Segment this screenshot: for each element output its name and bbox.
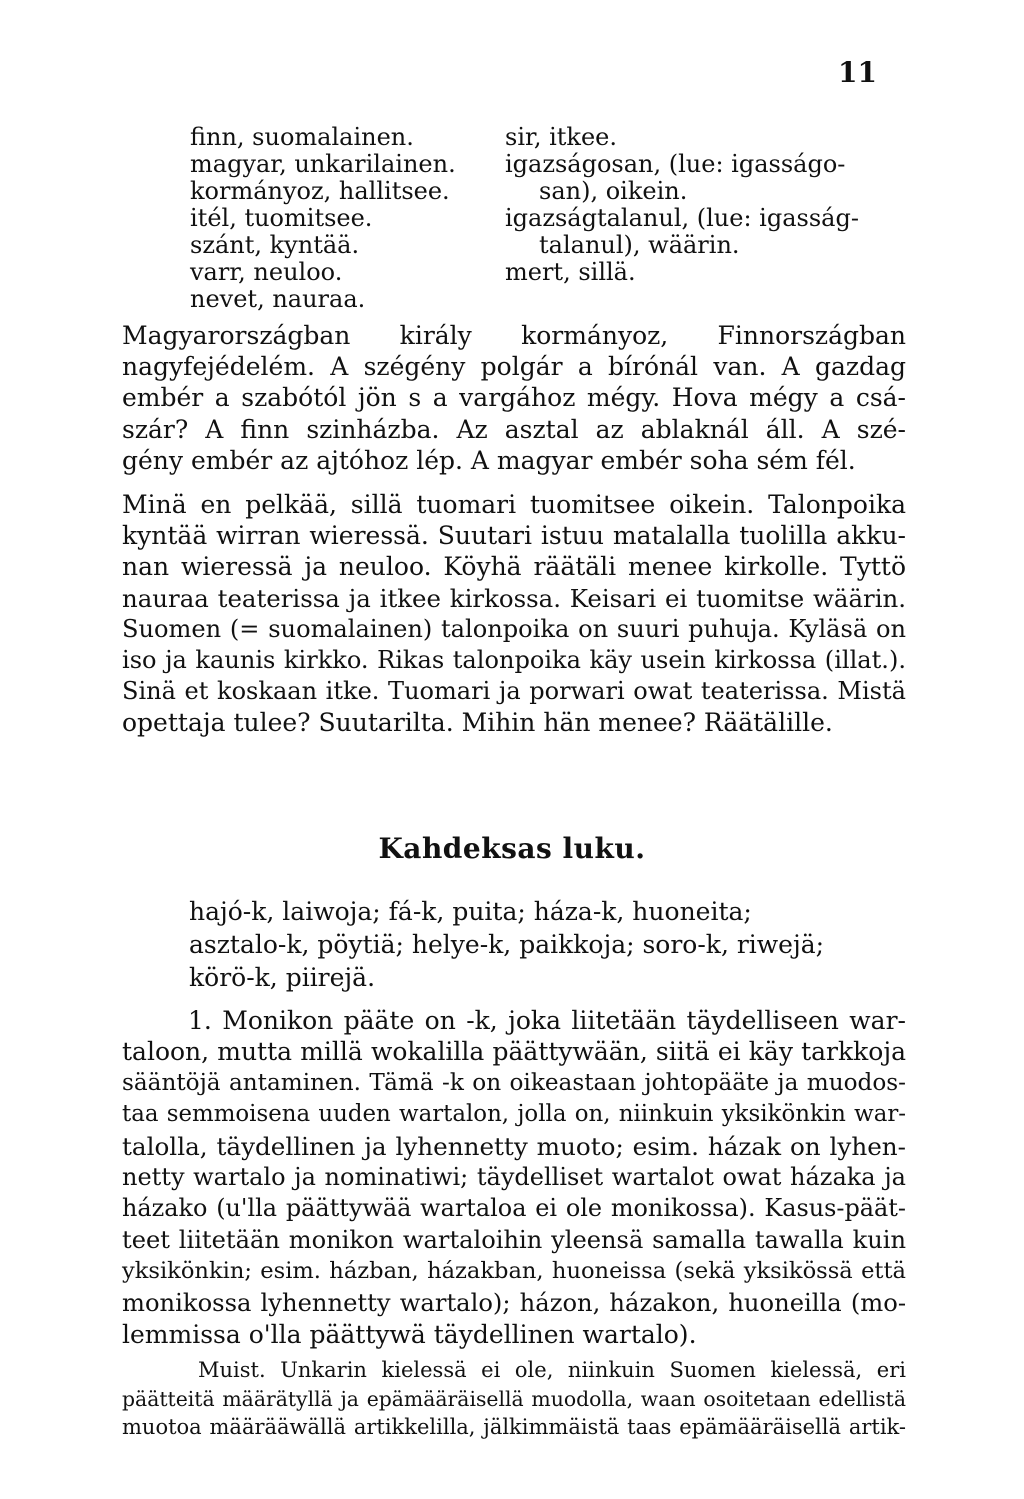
text-line: monikossa lyhennetty wartalo); házon, házakon, huoneilla (mo-: [122, 1288, 906, 1317]
text-line: taloon, mutta millä wokalilla päättywään, siitä ei käy tarkkoja: [122, 1037, 906, 1067]
text-line: embér a szabótól jön s a vargához mégy. Hova mégy a csá-: [122, 383, 906, 413]
vocab-entry: varr, neuloo.: [190, 258, 343, 286]
vocab-entry: mert, sillä.: [505, 258, 636, 286]
text-line: Muist. Unkarin kielessä ei ole, niinkuin Suomen kielessä, eri: [198, 1358, 906, 1382]
vocab-entry: nevet, nauraa.: [190, 285, 366, 313]
text-line: nan wieressä ja neuloo. Köyhä räätäli menee kirkolle. Tyttö: [122, 552, 906, 582]
text-line: Suomen (= suomalainen) talonpoika on suuri puhuja. Kyläsä on: [122, 614, 906, 643]
vocab-entry-continuation: san), oikein.: [539, 177, 688, 205]
vocab-entry: kormányoz, hallitsee.: [190, 177, 450, 205]
section-heading: Kahdeksas luku.: [378, 832, 646, 865]
example-line: körö-k, piirejä.: [189, 963, 376, 992]
vocab-entry: sir, itkee.: [505, 123, 617, 151]
example-line: hajó-k, laiwoja; fá-k, puita; háza-k, huoneita;: [189, 897, 752, 926]
vocabulary-list: [190, 124, 930, 313]
page-number: 11: [838, 56, 877, 89]
vocab-entry: magyar, unkarilainen.: [190, 150, 456, 178]
vocab-entry: finn, suomalainen.: [190, 123, 414, 151]
hungarian-exercise-paragraph: [122, 320, 906, 476]
text-line: Minä en pelkää, sillä tuomari tuomitsee oikein. Talonpoika: [122, 490, 906, 519]
text-line: talolla, täydellinen ja lyhennetty muoto; esim. házak on lyhen-: [122, 1131, 906, 1161]
text-line: muotoa määrääwällä artikkelilla, jälkimmäistä taas epämääräisellä artik-: [122, 1415, 906, 1439]
vocab-entry: igazságtalanul, (lue: igasság-: [505, 204, 859, 232]
note-paragraph: [122, 1356, 906, 1442]
vocabulary-column-right: [505, 124, 930, 313]
finnish-exercise-paragraph: [122, 489, 906, 739]
text-line: teet liitetään monikon wartaloihin yleensä samalla tawalla kuin: [122, 1225, 906, 1254]
text-line: nagyfejédelém. A szégény polgár a bírónál van. A gazdag: [122, 352, 906, 382]
vocab-entry: szánt, kyntää.: [190, 231, 360, 259]
text-line: szár? A finn szinházba. Az asztal az ablaknál áll. A szé-: [122, 414, 906, 444]
text-line: opettaja tulee? Suutarilta. Mihin hän menee? Räätälille.: [122, 708, 833, 738]
text-line: gény embér az ajtóhoz lép. A magyar embér soha sém fél.: [122, 445, 856, 475]
plural-examples: [189, 895, 909, 994]
grammar-rule-paragraph: [122, 1005, 906, 1350]
text-line: sääntöjä antaminen. Tämä -k on oikeastaan johtopääte ja muodos-: [122, 1069, 906, 1096]
example-line: asztalo-k, pöytiä; helye-k, paikkoja; soro-k, riwejä;: [189, 930, 825, 959]
text-line: nauraa teaterissa ja itkee kirkossa. Keisari ei tuomitse wäärin.: [122, 583, 906, 613]
text-line: päätteitä määrätyllä ja epämääräisellä muodolla, waan osoitetaan edellistä: [122, 1386, 906, 1411]
text-line: yksikönkin; esim. házban, házakban, huoneissa (sekä yksikössä että: [122, 1258, 906, 1285]
vocab-entry: igazságosan, (lue: igasságo-: [505, 150, 846, 178]
text-line: netty wartalo ja nominatiwi; täydelliset wartalot owat házaka ja: [122, 1163, 906, 1192]
text-line: lemmissa o'lla päättywä täydellinen wartalo).: [122, 1320, 697, 1350]
vocabulary-column-left: [190, 124, 505, 313]
text-line: házako (u'lla päättywää wartaloa ei ole monikossa). Kasus-päät-: [122, 1194, 906, 1223]
vocab-entry-continuation: talanul), wäärin.: [539, 231, 740, 259]
text-line: 1. Monikon pääte on -k, joka liitetään täydelliseen war-: [188, 1006, 906, 1035]
text-line: Sinä et koskaan itke. Tuomari ja porwari owat teaterissa. Mistä: [122, 677, 906, 706]
vocab-entry: itél, tuomitsee.: [190, 204, 373, 232]
text-line: taa semmoisena uuden wartalon, jolla on, niinkuin yksikönkin war-: [122, 1101, 906, 1128]
text-line: kyntää wirran wieressä. Suutari istuu matalalla tuolilla akku-: [122, 521, 906, 551]
text-line: Magyarországban király kormányoz, Finnországban: [122, 321, 906, 350]
text-line: iso ja kaunis kirkko. Rikas talonpoika käy usein kirkossa (illat.).: [122, 646, 906, 675]
